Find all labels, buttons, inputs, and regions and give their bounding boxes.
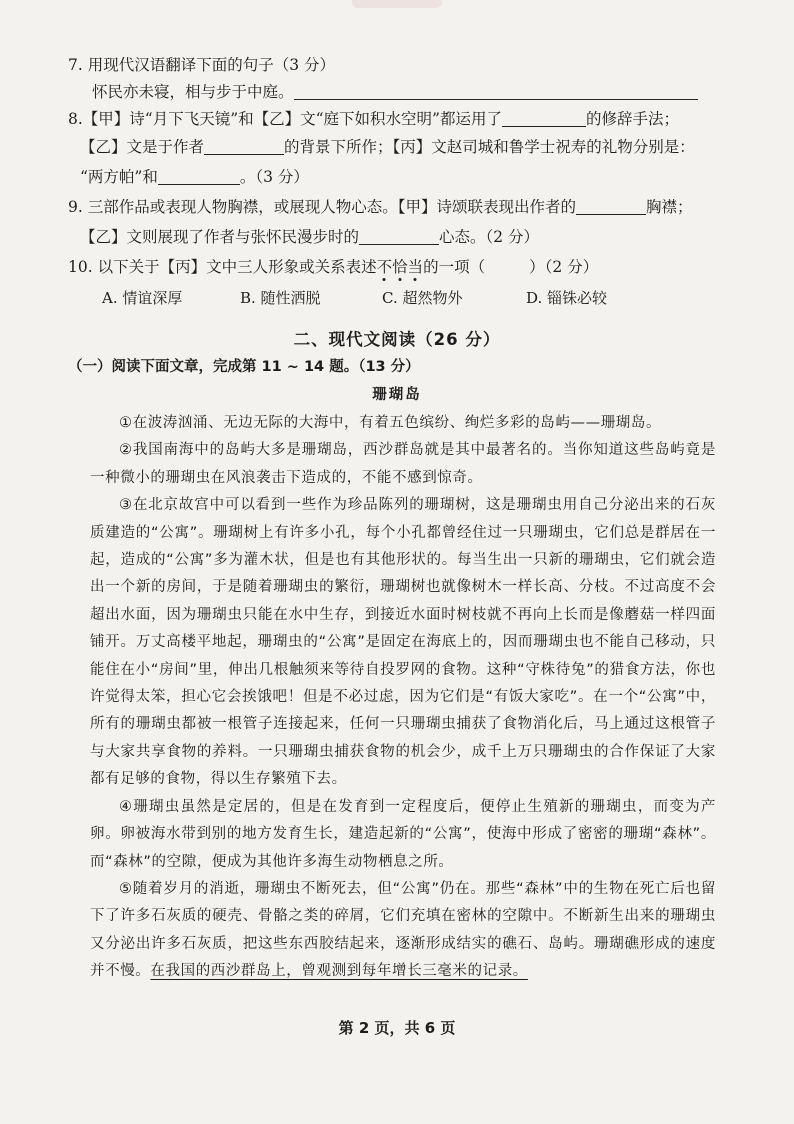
answer-blank-q9-2[interactable] (359, 228, 439, 245)
question-8-text-c: 【乙】文是于作者 (80, 138, 205, 156)
section-title: 二、现代文阅读（26 分） (293, 330, 501, 349)
question-8-line-3 (80, 164, 740, 190)
question-8-text-d: 的背景下所作；【丙】文赵司城和鲁学士祝寿的礼物分别是： (284, 138, 695, 156)
question-9-line-1 (68, 194, 748, 220)
page-number: 第 2 页，共 6 页 (338, 1019, 456, 1037)
question-8-line-2 (80, 134, 740, 160)
answer-blank-q8-2[interactable] (204, 138, 284, 155)
question-8-text-b: 的修辞手法； (586, 110, 680, 128)
scan-mark (352, 0, 442, 8)
emphasis-char-1: 不 (376, 258, 393, 276)
question-10-text-c: ）（2 分） (529, 258, 599, 276)
question-9-text-c: 【乙】文则展现了作者与张怀民漫步时的 (80, 228, 360, 246)
option-a[interactable]: A. 情谊深厚 (102, 289, 183, 307)
answer-blank-q9-1[interactable] (576, 198, 646, 215)
article-paragraph-5 (90, 876, 716, 986)
question-7-sentence: 怀民亦未寝，相与步于中庭。 (92, 83, 294, 101)
article-paragraph-2: ②我国南海中的岛屿大多是珊瑚岛，西沙群岛就是其中最著名的。当你知道这些岛屿竟是一种微小的珊瑚虫在风浪袭击下造成的，不能不感到惊奇。 (90, 442, 716, 486)
article-title: 珊瑚岛 (372, 387, 422, 403)
question-8-text-e: “两方帕”和 (80, 168, 158, 186)
question-9-text-d: 心态。（2 分） (439, 228, 540, 246)
question-10-text-b: 的一项（ (423, 258, 486, 276)
option-b[interactable]: B. 随性洒脱 (240, 289, 321, 307)
option-d[interactable]: D. 锱铢必较 (526, 289, 608, 307)
question-9-text-a: 9. 三部作品或表现人物胸襟，或展现人物心态。【甲】诗颂联表现出作者的 (68, 198, 576, 216)
question-8-text-a: 8.【甲】诗“月下飞天镜”和【乙】文“庭下如积水空明”都运用了 (68, 110, 502, 128)
article-paragraph-4: ④珊瑚虫虽然是定居的，但是在发育到一定程度后，便停止生殖新的珊瑚虫，而变为产卵。卵被海水带到别的地方发育生长，建造起新的“公寓”，使海中形成了密密的珊瑚“森林”。而“森林”的空隙，便成为其他许多海生动物栖息之所。 (90, 798, 716, 870)
question-8-text-f: 。（3 分） (239, 168, 309, 186)
question-7-line (92, 79, 752, 105)
question-10-text-a: 10. 以下关于【丙】文中三人形象或关系表述 (68, 258, 377, 276)
emphasis-char-2: 恰 (392, 258, 408, 276)
question-9-line-2 (80, 224, 740, 250)
answer-blank-q8-3[interactable] (158, 168, 240, 185)
question-7-stem: 7. 用现代汉语翻译下面的句子（3 分） (68, 56, 336, 74)
article-paragraph-1: ①在波涛汹涌、无边无际的大海中，有着五色缤纷、绚烂多彩的岛屿——珊瑚岛。 (119, 415, 662, 431)
article-body (90, 410, 716, 986)
article-paragraph-3: ③在北京故宫中可以看到一些作为珍品陈列的珊瑚树，这是珊瑚虫用自己分泌出来的石灰质建造的“公寓”。珊瑚树上有许多小孔，每个小孔都曾经住过一只珊瑚虫，它们总是群居在一起，造成的“公寓”多为灌木状，但是也有其他形状的。每当生出一只新的珊瑚虫，它们就会造出一个新的房间，于是随着珊瑚虫的繁衍，珊瑚树也就像树木一样长高、分枝。不过高度不会超出水面，因为珊瑚虫只能在水中生存，到接近水面时树枝就不再向上长而是像蘑菇一样四面铺开。万丈高楼平地起，珊瑚虫的“公寓”是固定在海底上的，因而珊瑚虫也不能自己移动，只能住在小“房间”里，伸出几根触须来等待自投罗网的食物。这种“守株待兔”的猎食方法，你也许觉得太笨，担心它会挨饿吧！但是不必过虑，因为它们是“有饭大家吃”。在一个“公寓”中，所有的珊瑚虫都被一根管子连接起来，任何一只珊瑚虫捕获了食物消化后，马上通过这根管子与大家共享食物的养料。一只珊瑚虫捕获食物的机会少，成千上万只珊瑚虫的合作保证了大家都有足够的食物，得以生存繁殖下去。 (90, 497, 716, 788)
question-9-text-b: 胸襟； (645, 198, 693, 216)
emphasis-char-3: 当 (407, 258, 424, 276)
answer-blank-q7[interactable] (294, 83, 698, 100)
subsection-intro: （一）阅读下面文章，完成第 11 ~ 14 题。（13 分） (68, 359, 420, 375)
question-10-stem (68, 254, 748, 280)
underlined-sentence: 在我国的西沙群岛上，曾观测到每年增长三毫米的记录。 (150, 963, 528, 980)
answer-blank-q8-1[interactable] (502, 110, 586, 127)
question-8-line-1 (68, 106, 748, 132)
article-paragraph-5-text: ⑤随着岁月的消逝，珊瑚虫不断死去，但“公寓”仍在。那些“森林”中的生物在死亡后也留下了许多石灰质的硬壳、骨骼之类的碎屑，它们充填在密林的空隙中。不断新生出来的珊瑚虫又分泌出许多石灰质，把这些东西胶结起来，逐渐形成结实的礁石、岛屿。珊瑚礁形成的速度并不慢。 (90, 880, 716, 980)
option-c[interactable]: C. 超然物外 (382, 289, 463, 307)
question-10-options (102, 286, 607, 310)
